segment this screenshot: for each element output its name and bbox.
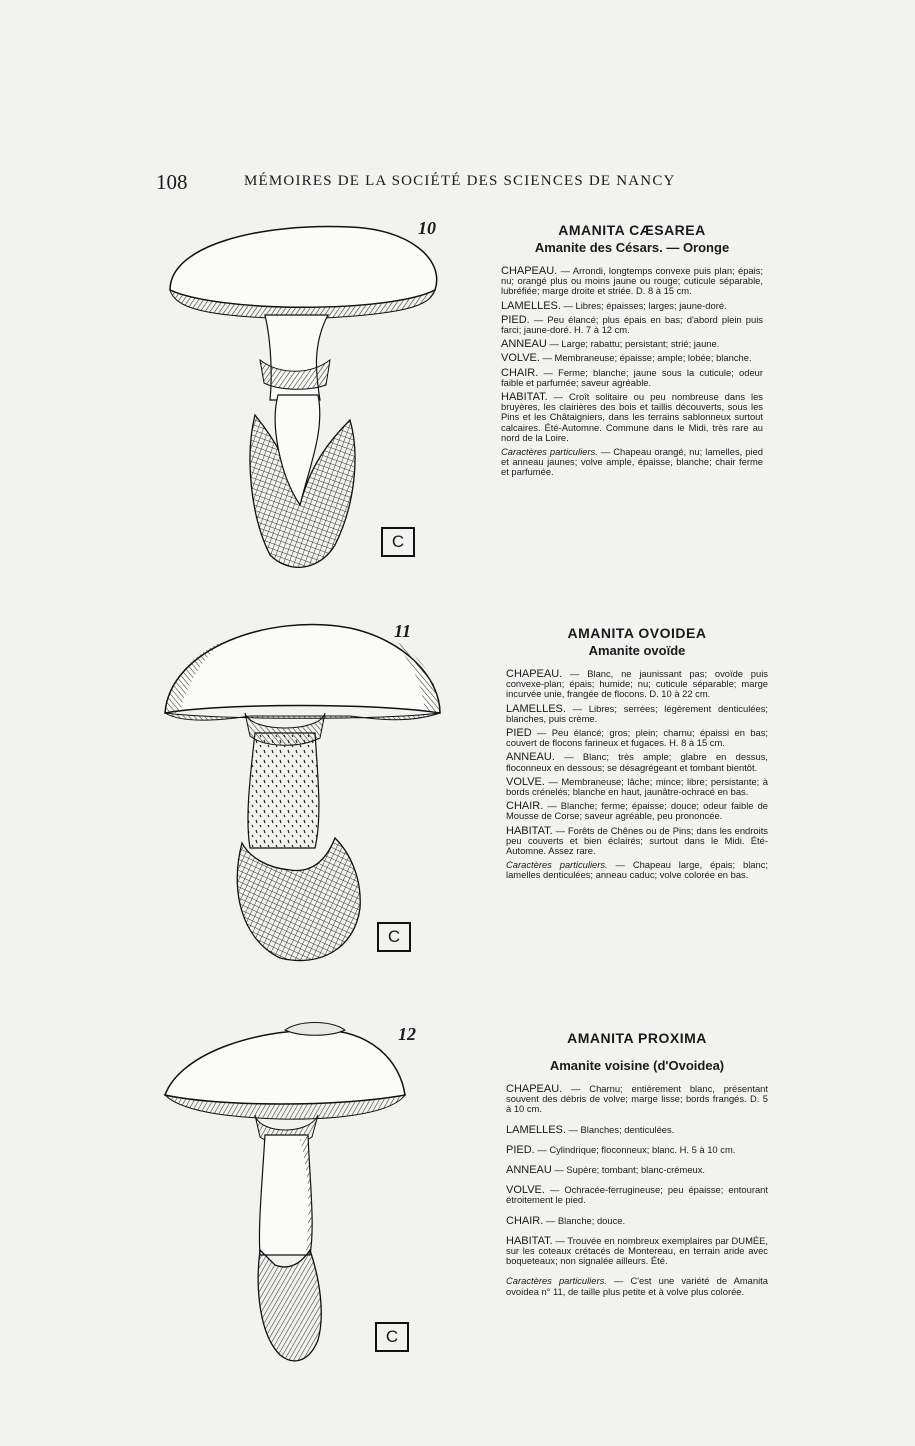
section-chair: CHAIR. — Ferme; blanche; jaune sous la cuticule; odeur faible et parfumée; saveur agréable. bbox=[501, 366, 763, 388]
section-pied: PIED. — Peu élancé; plus épais en bas; d'abord plein puis farci; jaune-doré. H. 7 à 12 cm. bbox=[501, 313, 763, 336]
section-traits: Caractères particuliers. — C'est une variété de Amanita ovoidea n° 11, de taille plus petite et à volve plus colorée. bbox=[506, 1275, 769, 1297]
mushroom-illustration-proxima bbox=[160, 1015, 420, 1375]
species-name: AMANITA OVOIDEA bbox=[567, 625, 707, 641]
species-entry-proxima bbox=[506, 1030, 768, 1307]
section-volve: VOLVE. — Membraneuse; lâche; mince; libre; persistante; à bords crénelés; blanche en haut, jaunâtre-ochracé en bas. bbox=[506, 775, 768, 798]
species-name: AMANITA CÆSAREA bbox=[558, 222, 706, 238]
section-lamelles: LAMELLES. — Blanches; denticulées. bbox=[506, 1123, 675, 1136]
section-chapeau: CHAPEAU. — Arrondi, longtemps convexe puis plan; épais; nu; orangé plus ou moins jaune ou rouge; cuticule séparable, lubréfiée; marge droite et striée. D. 8 à 15 cm. bbox=[501, 265, 763, 297]
section-chapeau: CHAPEAU. — Blanc, ne jaunissant pas; ovoïde puis convexe-plan; épais; humide; nu; cuticule séparable; marge incurvée unie, frangée de flocons. D. 10 à 22 cm. bbox=[506, 668, 768, 700]
common-name: Amanite ovoïde bbox=[588, 643, 686, 658]
section-anneau: ANNEAU — Supère; tombant; blanc-crémeux. bbox=[506, 1164, 706, 1177]
section-volve: VOLVE. — Ochracée-ferrugineuse; peu épaisse; entourant étroitement le pied. bbox=[506, 1184, 768, 1206]
section-lamelles: LAMELLES. — Libres; épaisses; larges; jaune-doré. bbox=[501, 299, 727, 312]
running-title: MÉMOIRES DE LA SOCIÉTÉ DES SCIENCES DE NANCY bbox=[244, 173, 676, 189]
section-anneau: ANNEAU — Large; rabattu; persistant; strié; jaune. bbox=[501, 338, 720, 351]
section-lamelles: LAMELLES. — Libres; serrées; légèrement denticulées; blanches, puis crème. bbox=[506, 702, 768, 724]
section-habitat: HABITAT. — Forêts de Chênes ou de Pins; dans les endroits peu couverts et bien éclairés; surtout dans le Midi. Été-Automne. Assez rare. bbox=[506, 824, 768, 857]
section-pied: PIED — Peu élancé; gros; plein; charnu; épaissi en bas; couvert de flocons farineux et fugaces. H. 8 à 15 cm. bbox=[506, 727, 768, 749]
species-name: AMANITA PROXIMA bbox=[567, 1030, 707, 1046]
page-number: 108 bbox=[156, 170, 188, 194]
species-entry-caesarea bbox=[501, 222, 763, 482]
section-chair: CHAIR. — Blanche; douce. bbox=[506, 1214, 626, 1227]
section-habitat: HABITAT. — Croît solitaire ou peu nombreuse dans les bruyères, les clairières des bois et taillis découverts, sous les Pins et les Châtaigniers, dans les terrains sablonneux surtout calcaires. Été-Automne. Commune dans le Midi, très rare au nord de la Loire. bbox=[501, 391, 763, 443]
plate-number: 11 bbox=[394, 621, 412, 641]
section-anneau: ANNEAU. — Blanc; très ample; glabre en dessus, floconneux en dessous; se désagrégeant et tombant bientôt. bbox=[506, 751, 768, 773]
plate-number: 10 bbox=[418, 218, 436, 238]
mushroom-illustration-ovoidea bbox=[150, 608, 450, 968]
edibility-grade-box: C bbox=[375, 1322, 409, 1352]
common-name: Amanite des Césars. — Oronge bbox=[534, 240, 730, 255]
section-pied: PIED. — Cylindrique; floconneux; blanc. H. 5 à 10 cm. bbox=[506, 1143, 736, 1156]
species-entry-ovoidea bbox=[506, 625, 768, 885]
plate-number: 12 bbox=[398, 1024, 416, 1044]
edibility-grade-box: C bbox=[377, 922, 411, 952]
mushroom-illustration-caesarea bbox=[160, 215, 450, 575]
section-habitat: HABITAT. — Trouvée en nombreux exemplaires par DUMÉE, sur les coteaux crétacés de Montereau, en terrain aride avec boqueteaux; non signalée ailleurs. Été. bbox=[506, 1234, 768, 1267]
common-name: Amanite voisine (d'Ovoidea) bbox=[549, 1058, 725, 1073]
section-traits: Caractères particuliers. — Chapeau large, épais; blanc; lamelles denticulées; anneau caduc; volve colorée en bas. bbox=[506, 859, 769, 881]
section-traits: Caractères particuliers. — Chapeau orangé, nu; lamelles, pied et anneau jaunes; volve ample, épaisse, blanche; chair ferme et parfumée. bbox=[501, 446, 764, 478]
section-chapeau: CHAPEAU. — Charnu; entièrement blanc, présentant souvent des débris de volve; marge lisse; bords frangés. D. 5 à 10 cm. bbox=[506, 1083, 768, 1115]
section-volve: VOLVE. — Membraneuse; épaisse; ample; lobée; blanche. bbox=[501, 352, 752, 365]
edibility-grade-box: C bbox=[381, 527, 415, 557]
section-chair: CHAIR. — Blanche; ferme; épaisse; douce; odeur faible de Mousse de Corse; saveur agréable, peu prononcée. bbox=[506, 800, 768, 822]
